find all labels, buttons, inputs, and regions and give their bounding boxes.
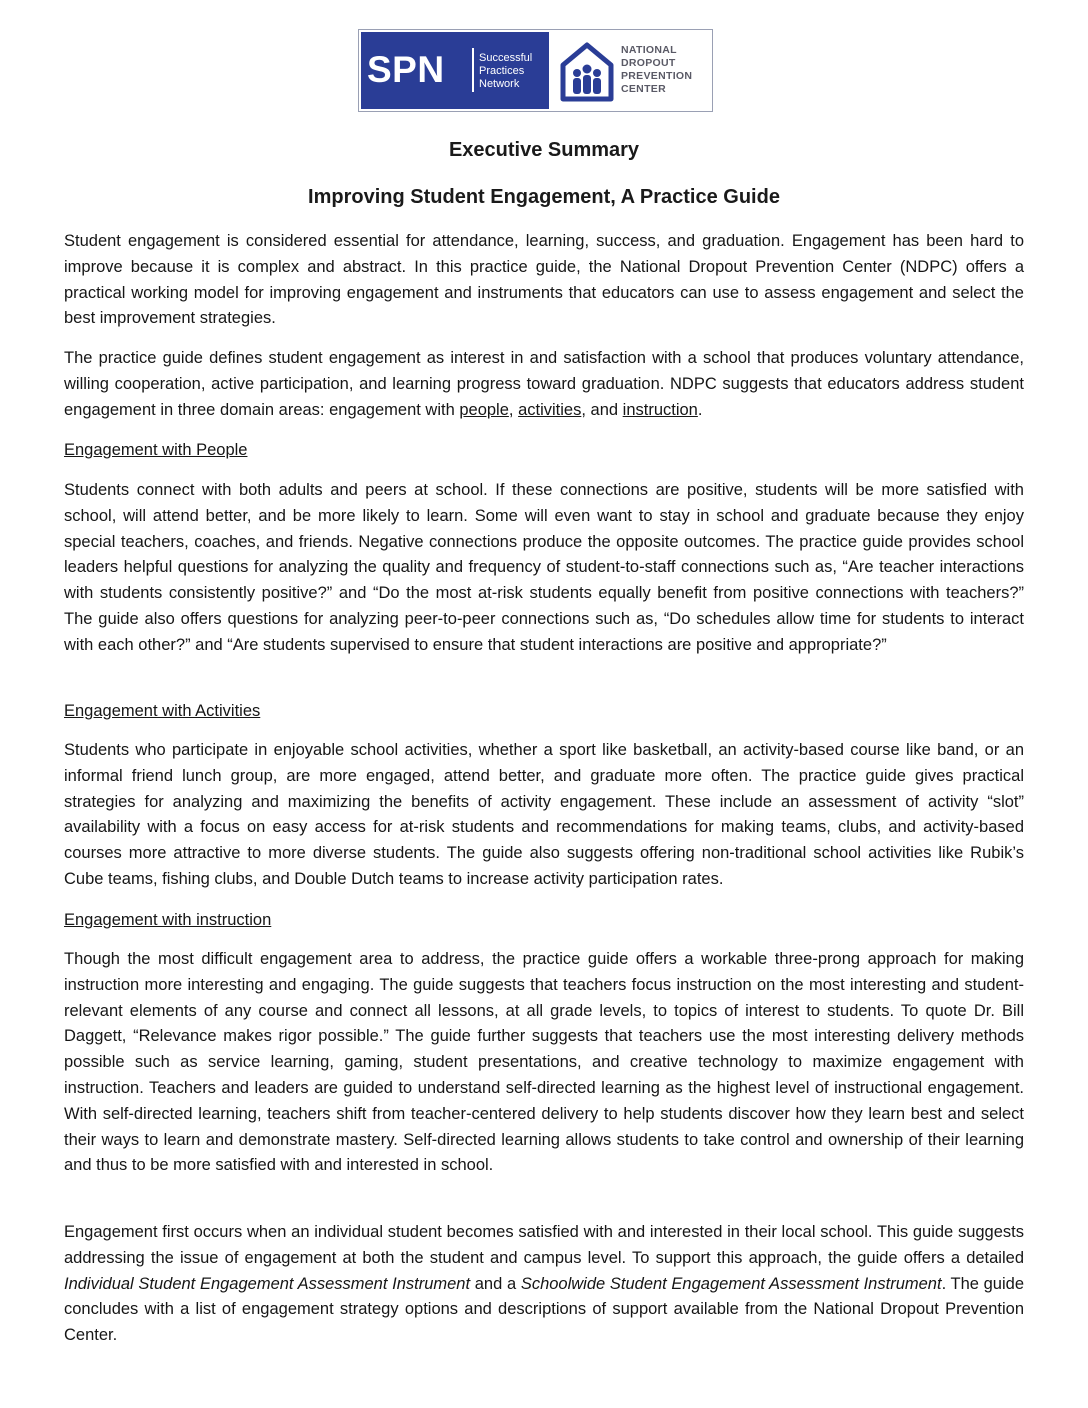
closing-text: Engagement first occurs when an individual student becomes satisfied with and interested in their local school. This guide suggests addressing the issue of engagement at both the student and campus level. To support this approach, the guide offers a detailed (64, 1223, 1024, 1267)
section-body-activities: Students who participate in enjoyable school activities, whether a sport like basketball, an activity-based course like band, or an informal friend lunch group, are more engaged, attend better, and graduate more often. The practice guide gives practical strategies for analyzing and maximizing the benefits of activity engagement. These include an assessment of activity “slot” availability with a focus on easy access for at-risk students and recommendations for making teams, clubs, and activity-based courses more attractive to more diverse students. The guide also suggests offering non-traditional school activities like Rubik’s Cube teams, fishing clubs, and Double Dutch teams to increase activity participation rates. (64, 741, 1024, 888)
domains-end: . (697, 400, 703, 419)
closing-text: . The guide concludes with a list of engagement strategy options and descriptions of support available from the National Dropout Prevention Center. (64, 1274, 1025, 1345)
schoolwide-instrument-title: Schoolwide Student Engagement Assessment Instrument (520, 1274, 942, 1293)
section-heading-instruction: Engagement with instruction (64, 911, 272, 929)
spn-logo-line: Practices (479, 65, 525, 77)
ndpc-logo-line: NATIONAL (621, 44, 677, 56)
spn-logo-line: Network (479, 78, 520, 90)
spn-logo-letters: SPN (367, 49, 445, 90)
section-heading-activities: Engagement with Activities (64, 702, 261, 720)
domain-instruction-link: instruction (622, 400, 698, 419)
closing-paragraph (64, 1220, 1024, 1349)
domains-separator: , and (581, 400, 623, 419)
section-heading-people: Engagement with People (64, 441, 248, 459)
intro-paragraph: Student engagement is considered essential for attendance, learning, success, and graduation. Engagement has been hard to improve because it is complex and abstract. In this practice guide, the National Dropout Prevention Center (NDPC) offers a practical working model for improving engagement and instruments that educators can use to assess engagement and select the best improvement strategies. (64, 232, 1024, 328)
spn-logo-line: Successful (479, 52, 533, 64)
ndpc-logo-text (621, 44, 692, 96)
spn-logo-divider (472, 48, 474, 92)
domain-people-link: people (459, 400, 509, 419)
domains-text: The practice guide defines student engagement as interest in and satisfaction with a school that produces voluntary attendance, willing cooperation, active participation, and learning progress toward graduation. NDPC suggests that educators address student engagement in three domain areas: engagement with (64, 349, 1024, 419)
ndpc-logo-line: PREVENTION (621, 70, 693, 82)
logo-banner (358, 29, 713, 112)
ndpc-logo-line: CENTER (621, 83, 666, 95)
section-body-instruction: Though the most difficult engagement area to address, the practice guide offers a workable three-prong approach for making instruction more interesting and engaging. The guide suggests that teachers focus instruction on the most interesting and student-relevant elements of any course and connect all lessons, at all grade levels, to topics of interest to students. To quote Dr. Bill Daggett, “Relevance makes rigor possible.” The guide further suggests that teachers use the most interesting delivery methods possible such as service learning, gaming, student presentations, and creative technology to maximize engagement with instruction. Teachers and leaders are guided to understand self-directed learning as the highest level of instructional engagement. With self-directed learning, teachers shift from teacher-centered delivery to help students discover how they learn best and select their ways to learn and demonstrate mastery. Self-directed learning allows students to take control and ownership of their learning and thus to be more satisfied with and interested in school. (64, 950, 1024, 1175)
domains-paragraph (64, 346, 1024, 423)
page-subtitle: Improving Student Engagement, A Practice Guide (308, 186, 780, 208)
closing-text: and a (470, 1274, 521, 1293)
ndpc-house-icon (557, 39, 617, 103)
ndpc-logo-line: DROPOUT (621, 57, 676, 69)
individual-instrument-title: Individual Student Engagement Assessment Instrument (64, 1274, 471, 1293)
section-body-people: Students connect with both adults and peers at school. If these connections are positive, students will be more satisfied with school, will attend better, and be more likely to learn. Some will even want to stay in school and graduate because they enjoy special teachers, coaches, and friends. Negative connections produce the opposite outcomes. The practice guide provides school leaders helpful questions for analyzing the quality and frequency of student-to-staff connections such as, “Are teacher interactions with students consistently positive?” and “Do the most at-risk students equally benefit from positive connections with teachers?” The guide also offers questions for analyzing peer-to-peer connections such as, “Do schedules allow time for students to interact with each other?” and “Are students supervised to ensure that student interactions are positive and appropriate?” (64, 481, 1024, 654)
spn-logo-subtitle (479, 52, 532, 91)
page-title: Executive Summary (448, 139, 640, 161)
domain-activities-link: activities (518, 400, 582, 419)
domains-separator: , (508, 400, 519, 419)
spn-logo (361, 32, 549, 109)
